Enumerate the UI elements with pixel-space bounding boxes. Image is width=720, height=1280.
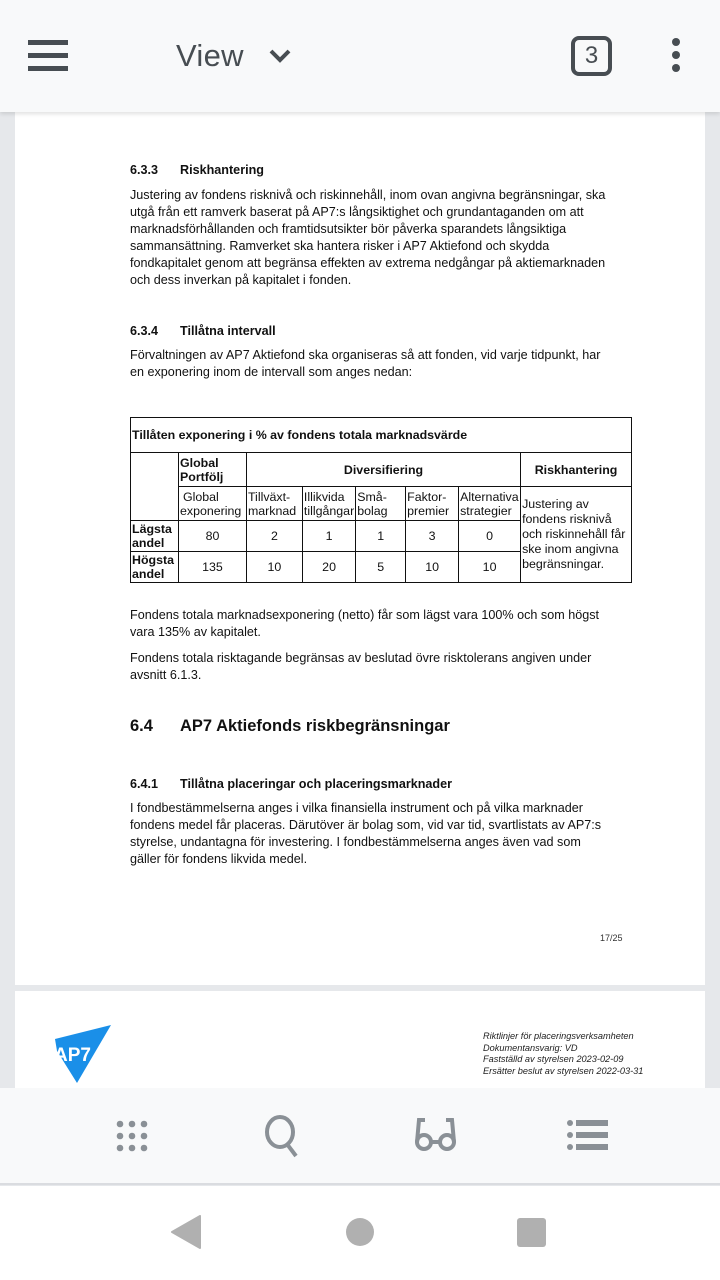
text-line: Justering av fondens risknivå och riskinnehåll, inom ovan angivna begränsningar, ska <box>130 188 606 202</box>
chevron-down-icon <box>268 44 292 68</box>
text-line: en exponering inom de intervall som anges nedan: <box>130 365 413 379</box>
text-line: Fondens totala marknadsexponering (netto) får som lägst vara 100% och som högst <box>130 608 600 622</box>
row-label: Lägsta andel <box>131 521 179 552</box>
document-page-next <box>15 991 705 1091</box>
text-line: vara 135% av kapitalet. <box>130 625 261 639</box>
column-header: Illikvida tillgångar <box>302 487 355 521</box>
column-header: Små- bolag <box>356 487 406 521</box>
search-button[interactable] <box>262 1114 302 1154</box>
grid-dots-icon <box>112 1116 152 1156</box>
text-line: gäller för fondens likvida medel. <box>130 852 308 866</box>
risk-description-cell <box>521 487 632 583</box>
text-line: sammansättning. Ramverket ska hantera risker i AP7 Aktiefond och skydda <box>130 239 550 253</box>
meta-line: Riktlinjer för placeringsverksamheten <box>483 1031 634 1041</box>
table-cell: 20 <box>302 552 355 583</box>
risk-description: Justering av fondens risknivå och riskinnehåll får ske inom angivna begränsningar. <box>522 497 626 571</box>
bottom-toolbar <box>0 1088 720 1185</box>
view-dropdown-button[interactable] <box>176 36 292 76</box>
view-label: View <box>176 38 244 73</box>
table-cell: 135 <box>178 552 246 583</box>
table-cell: 10 <box>406 552 459 583</box>
ap7-logo <box>51 1025 111 1083</box>
table-cell: 1 <box>302 521 355 552</box>
text-line: I fondbestämmelserna anges i vilka finansiella instrument och på vilka marknader <box>130 801 583 815</box>
home-circle-icon[interactable] <box>345 1217 375 1247</box>
list-icon <box>566 1116 610 1156</box>
row-label: Högsta andel <box>131 552 179 583</box>
table-cell: 5 <box>356 552 406 583</box>
text-line: marknadsförhållanden och framtidsutsikter bör påverka sparandets långsiktiga <box>130 222 567 236</box>
table-cell: 2 <box>246 521 302 552</box>
empty-corner-cell <box>131 453 179 521</box>
text-line: fondens medel får placeras. Därutöver är bolag som, vid var tid, svartlistats av AP7:s <box>130 818 602 832</box>
section-number: 6.4 <box>130 717 153 735</box>
section-heading-6-4-1 <box>130 776 452 793</box>
reading-mode-button[interactable] <box>414 1116 454 1156</box>
section-heading-6-3-4 <box>130 323 276 340</box>
system-navigation-bar <box>0 1186 720 1280</box>
text-line: och dess inverkan på kapitalet i fonden. <box>130 273 352 287</box>
table-cell: 10 <box>459 552 521 583</box>
paragraph-tillatna-intervall <box>130 347 635 381</box>
recents-square-icon[interactable] <box>516 1217 547 1248</box>
more-vert-icon[interactable] <box>668 38 684 74</box>
group-header-diversification: Diversifiering <box>246 453 520 487</box>
table-cell: 1 <box>356 521 406 552</box>
exposure-table <box>130 417 632 583</box>
text-line: fondkapitalet genom att begränsa effekten av extrema nedgångar på aktiemarknaden <box>130 256 606 270</box>
column-header: Alternativa strategier <box>459 487 521 521</box>
section-title: Riskhantering <box>180 163 264 177</box>
section-heading-6-4 <box>130 718 450 735</box>
table-cell: 80 <box>178 521 246 552</box>
text-line: Fondens totala risktagande begränsas av beslutad övre risktolerans angiven under <box>130 651 592 665</box>
outline-button[interactable] <box>566 1116 610 1156</box>
table-cell: 10 <box>246 552 302 583</box>
group-header-global: Global Portfölj <box>178 453 246 487</box>
meta-line: Fastställd av styrelsen 2023-02-09 <box>483 1054 624 1064</box>
top-toolbar <box>0 0 720 112</box>
glasses-icon <box>414 1116 458 1156</box>
table-caption: Tillåten exponering i % av fondens totala marknadsvärde <box>131 418 632 453</box>
table-cell: 3 <box>406 521 459 552</box>
section-title: AP7 Aktiefonds riskbegränsningar <box>180 717 450 735</box>
search-icon <box>262 1114 306 1158</box>
column-header: Global exponering <box>178 487 246 521</box>
page-count-value: 3 <box>584 42 599 69</box>
group-header-risk: Riskhantering <box>521 453 632 487</box>
section-title: Tillåtna intervall <box>180 324 276 338</box>
page-count-badge[interactable] <box>571 36 612 76</box>
grid-view-button[interactable] <box>112 1116 152 1156</box>
column-header: Faktor- premier <box>406 487 459 521</box>
text-line: utgå från ett ramverk baserat på AP7:s långsiktighet och grundantaganden om att <box>130 205 584 219</box>
text-line: avsnitt 6.1.3. <box>130 668 202 682</box>
meta-line: Ersätter beslut av styrelsen 2022-03-31 <box>483 1065 644 1076</box>
document-page <box>15 112 705 985</box>
section-heading-6-3-3 <box>130 162 264 179</box>
hamburger-menu-icon[interactable] <box>28 40 68 72</box>
back-triangle-icon[interactable] <box>170 1215 202 1249</box>
section-number: 6.3.4 <box>130 324 159 338</box>
document-meta <box>483 1031 643 1077</box>
paragraph-market-exposure <box>130 607 635 641</box>
column-header: Tillväxt- marknad <box>246 487 302 521</box>
text-line: Förvaltningen av AP7 Aktiefond ska organiseras så att fonden, vid varje tidpunkt, har <box>130 348 601 362</box>
meta-line: Dokumentansvarig: VD <box>483 1042 578 1053</box>
section-title: Tillåtna placeringar och placeringsmarknader <box>180 777 453 791</box>
section-number: 6.4.1 <box>130 777 159 791</box>
table-cell: 0 <box>459 521 521 552</box>
paragraph-tillatna-placeringar <box>130 800 635 868</box>
paragraph-risk-taking <box>130 650 635 684</box>
section-number: 6.3.3 <box>130 163 159 177</box>
paragraph-riskhantering <box>130 187 635 289</box>
svg-text:AP7: AP7 <box>54 1045 91 1066</box>
text-line: styrelse, undantagna för investering. I fondbestämmelserna anges även vad som <box>130 835 581 849</box>
page-number: 17/25 <box>600 933 623 943</box>
